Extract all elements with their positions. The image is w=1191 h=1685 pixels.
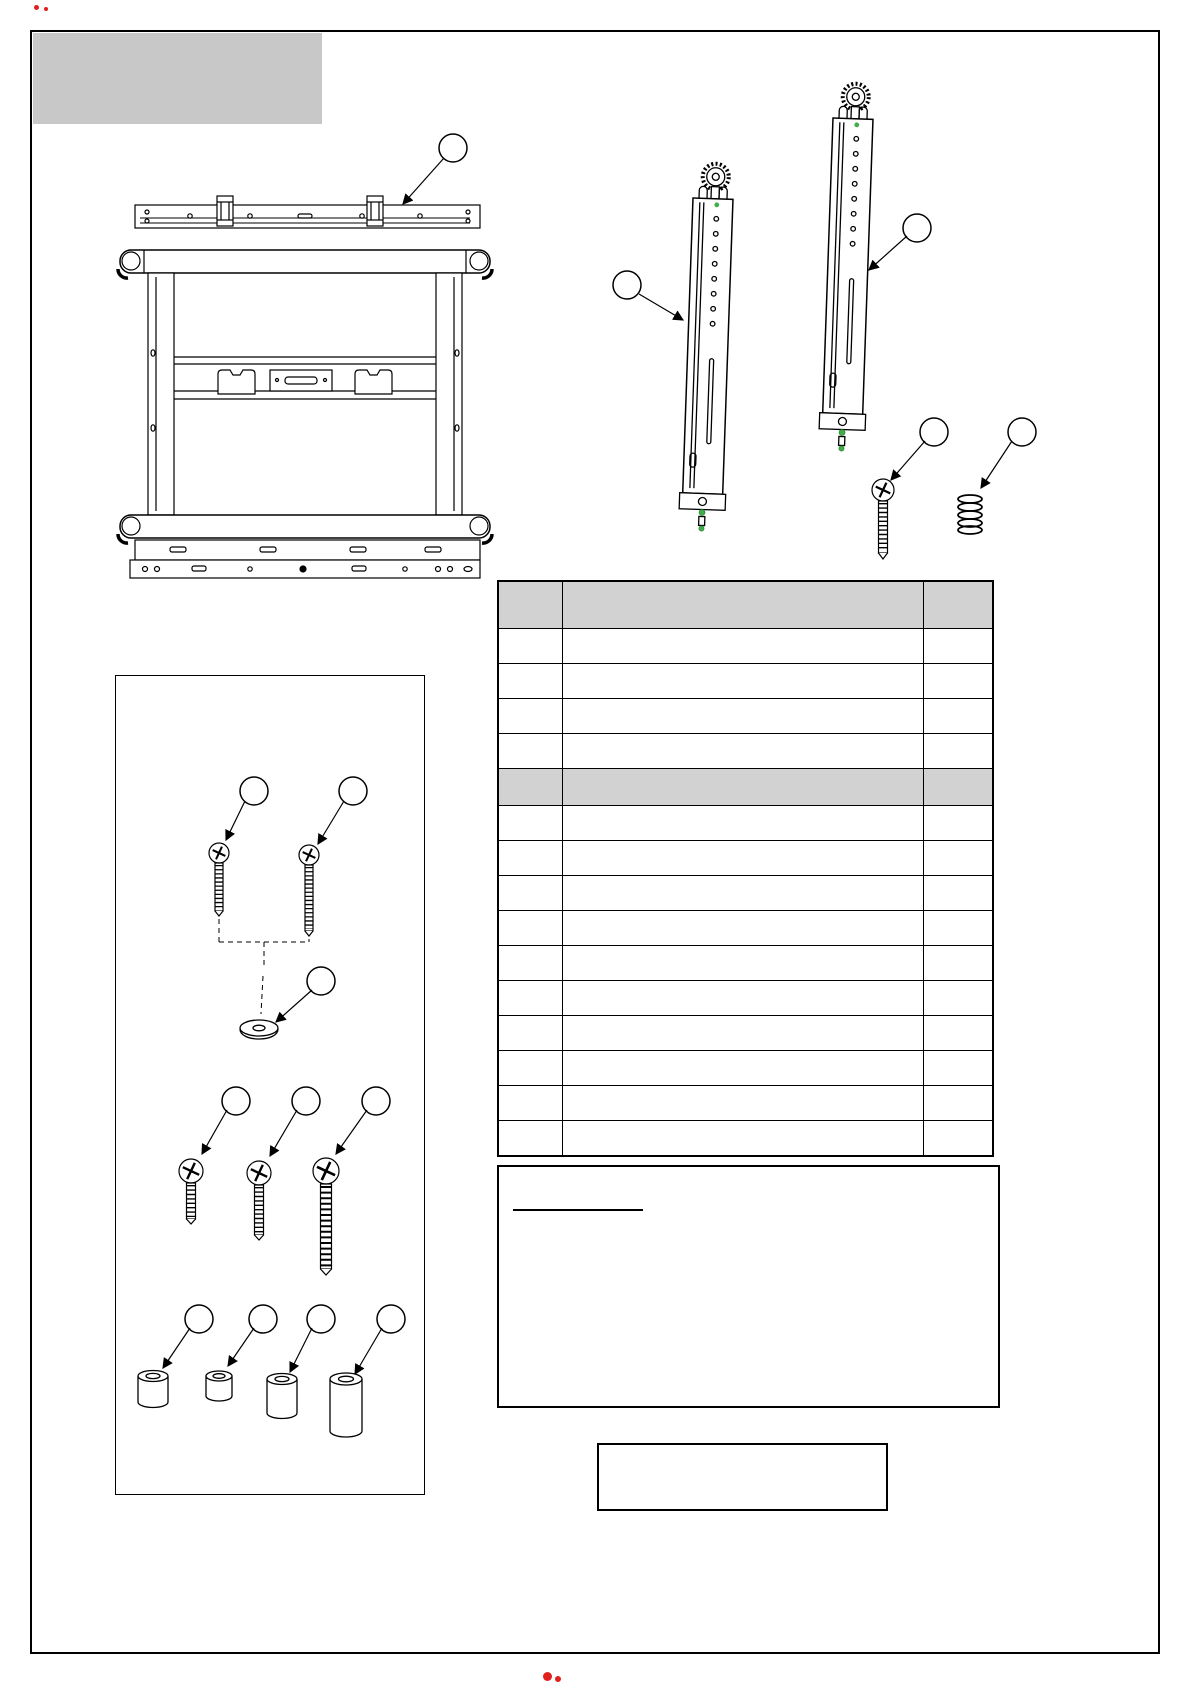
leader-line	[276, 990, 312, 1022]
table-cell	[562, 946, 923, 981]
table-cell	[562, 699, 923, 734]
washer-illustration	[240, 1020, 278, 1039]
leader-line	[318, 801, 344, 844]
table-header-cell	[562, 581, 923, 629]
spacer-3-illustration	[267, 1374, 297, 1419]
table-row	[498, 841, 993, 876]
callout-spring	[1008, 418, 1036, 446]
table-cell	[923, 1051, 993, 1086]
leader-line	[891, 441, 925, 480]
table-cell	[562, 1121, 923, 1157]
table-cell	[923, 769, 993, 806]
table-cell	[562, 1016, 923, 1051]
table-cell	[923, 946, 993, 981]
table-cell	[498, 876, 562, 911]
table-cell	[562, 1051, 923, 1086]
footer-box	[597, 1443, 888, 1511]
leader-line	[639, 294, 683, 320]
table-cell	[498, 1051, 562, 1086]
table-cell	[498, 946, 562, 981]
table-row	[498, 1051, 993, 1086]
parts-table	[497, 580, 994, 1157]
table-row	[498, 699, 993, 734]
brackets-figure	[595, 58, 1065, 588]
table-row	[498, 734, 993, 769]
leader-line	[202, 1110, 227, 1154]
rail-clamp-right	[367, 196, 383, 226]
table-cell	[498, 841, 562, 876]
screw-e-illustration	[313, 1158, 340, 1275]
table-row	[498, 876, 993, 911]
table-cell	[498, 769, 562, 806]
screw-illustration	[872, 479, 894, 559]
table-cell	[498, 981, 562, 1016]
table-header-cell	[498, 581, 562, 629]
print-mark-bottom-2	[555, 1676, 561, 1682]
wall-plate-figure	[100, 128, 510, 588]
table-cell	[923, 806, 993, 841]
hardware-box	[115, 675, 425, 1495]
spacer-1-illustration	[138, 1371, 168, 1408]
table-cell	[498, 1016, 562, 1051]
leader-line	[981, 441, 1012, 488]
screw-c-illustration	[179, 1159, 203, 1224]
table-cell	[923, 981, 993, 1016]
table-cell	[562, 841, 923, 876]
rail-clamp-left	[217, 196, 233, 226]
table-row	[498, 1016, 993, 1051]
spring-illustration	[958, 495, 982, 534]
table-header-row	[498, 581, 993, 629]
callout-hw-2	[339, 777, 367, 805]
table-row	[498, 946, 993, 981]
table-cell	[562, 734, 923, 769]
callout-bracket-right	[903, 214, 931, 242]
table-section-band	[498, 769, 993, 806]
table-cell	[923, 841, 993, 876]
bracket-left-drawing	[678, 163, 737, 532]
spacer-2-illustration	[206, 1371, 232, 1401]
leader-line	[270, 1110, 297, 1156]
table-cell	[923, 629, 993, 664]
table-row	[498, 664, 993, 699]
leader-line	[336, 1110, 367, 1154]
table-cell	[923, 1086, 993, 1121]
table-cell	[562, 911, 923, 946]
table-cell	[923, 911, 993, 946]
wall-plate-drawing	[118, 196, 492, 578]
table-cell	[498, 699, 562, 734]
table-cell	[923, 1016, 993, 1051]
table-row	[498, 1121, 993, 1157]
table-row	[498, 1086, 993, 1121]
table-cell	[562, 769, 923, 806]
print-mark-bottom	[543, 1672, 552, 1681]
callout-bracket-left	[613, 271, 641, 299]
table-cell	[562, 981, 923, 1016]
table-row	[498, 806, 993, 841]
table-cell	[562, 876, 923, 911]
table-row	[498, 911, 993, 946]
table-cell	[562, 664, 923, 699]
screw-d-illustration	[247, 1161, 271, 1240]
leader-line	[163, 1328, 190, 1368]
leader-line	[290, 1328, 312, 1372]
table-row	[498, 981, 993, 1016]
table-cell	[498, 1121, 562, 1157]
table-header-cell	[923, 581, 993, 629]
note-title	[513, 1193, 643, 1211]
table-cell	[562, 629, 923, 664]
callout-wall-plate	[439, 134, 467, 162]
table-cell	[562, 1086, 923, 1121]
leader-line	[355, 1328, 382, 1374]
table-cell	[498, 664, 562, 699]
callout-hw-1	[240, 777, 268, 805]
note-box	[497, 1165, 1000, 1408]
leader-line	[226, 801, 245, 840]
leader-line	[403, 158, 444, 204]
spacer-4-illustration	[330, 1373, 362, 1437]
table-cell	[923, 699, 993, 734]
title-block	[33, 33, 322, 124]
print-mark-top-left	[34, 5, 39, 10]
screw-a-illustration	[209, 843, 229, 916]
leader-line	[869, 236, 907, 270]
assembly-dashed-lines	[219, 919, 309, 1014]
print-mark-top-left-2	[44, 7, 48, 11]
table-cell	[498, 806, 562, 841]
screw-b-illustration	[299, 845, 319, 936]
table-cell	[498, 1086, 562, 1121]
bracket-right-drawing	[818, 83, 877, 452]
table-cell	[923, 876, 993, 911]
table-cell	[562, 806, 923, 841]
table-cell	[498, 734, 562, 769]
table-row	[498, 629, 993, 664]
table-cell	[498, 911, 562, 946]
table-cell	[498, 629, 562, 664]
table-cell	[923, 1121, 993, 1157]
table-cell	[923, 734, 993, 769]
leader-line	[228, 1328, 254, 1366]
table-cell	[923, 664, 993, 699]
